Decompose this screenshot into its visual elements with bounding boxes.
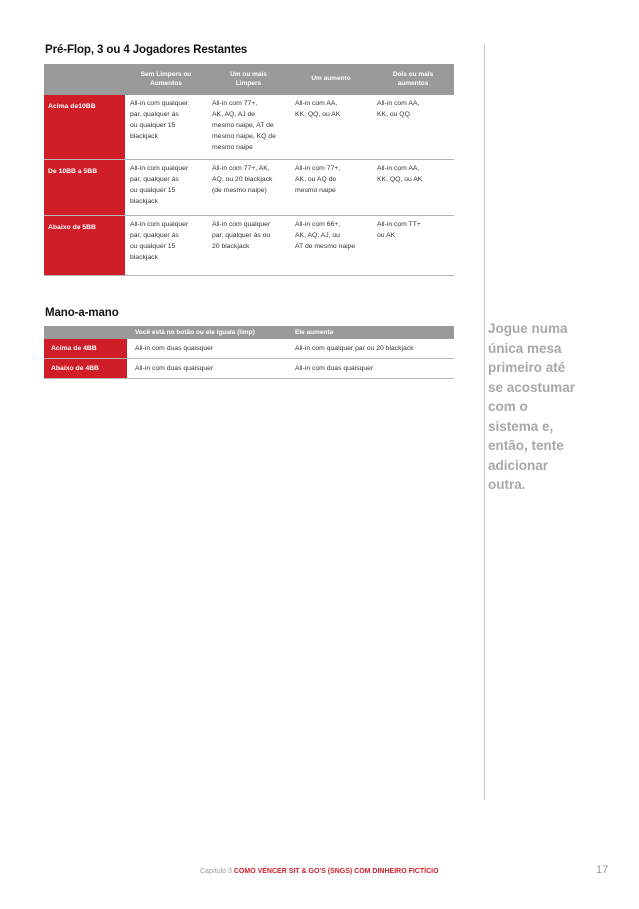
table-cell: All-in com 77+, AK, ou AQ de mesmo naipe xyxy=(295,165,341,194)
table-cell: All-in com qualquer par, qualquer ás ou qualquer 15 blackjack xyxy=(130,100,189,140)
table-header xyxy=(44,64,454,95)
section-title-heads-up: Mano-a-mano xyxy=(45,307,119,319)
footer-title: COMO VENCER SIT & GO'S (SNGS) COM DINHEIRO FICTÍCIO xyxy=(233,868,439,875)
table-row xyxy=(44,359,454,379)
table-cell: All-in com duas quaisquer xyxy=(135,345,214,352)
table-cell: All-in com AA, KK, QQ, ou AK xyxy=(295,100,341,118)
header-empty xyxy=(44,326,127,339)
row-label: De 10BB a 5BB xyxy=(44,160,125,215)
table-cell: All-in com qualquer par, qualquer ás ou qualquer 15 blackjack xyxy=(130,165,189,205)
table-row xyxy=(44,339,454,359)
table-cell: All-in com qualquer par, qualquer ás ou qualquer 15 blackjack xyxy=(130,221,189,261)
column-divider xyxy=(484,44,485,800)
table-cell: All-in com qualquer par, qualquer ás ou 20 blackjack xyxy=(212,221,271,250)
section-title-preflop: Pré-Flop, 3 ou 4 Jogadores Restantes xyxy=(45,44,248,56)
page-number: 17 xyxy=(596,864,609,876)
table-cell: All-in com AA, KK, ou QQ xyxy=(377,100,420,118)
row-label: Abaixo de 5BB xyxy=(44,216,125,275)
header-col xyxy=(372,64,454,95)
header-label: Você está no botão ou ele iguala (limp) xyxy=(135,329,255,336)
header-empty xyxy=(44,64,125,95)
table-cell: All-in com AA, KK, QQ, ou AK xyxy=(377,165,423,183)
header-label: Um aumento xyxy=(311,75,351,83)
row-label: Acima de 4BB xyxy=(44,339,127,358)
table-cell: All-in com TT+ ou AK xyxy=(377,221,421,239)
page-footer xyxy=(200,868,439,875)
table-row xyxy=(44,95,454,160)
sidebar-quote: Jogue numa única mesa primeiro até se acostumar com o sistema e, então, tente adicionar outra. xyxy=(488,321,576,492)
footer-chapter: Capítulo 3 xyxy=(200,868,234,875)
header-col xyxy=(207,64,290,95)
header-label: Dois ou mais aumentos xyxy=(392,70,434,87)
header-label: Sem Limpers ou Aumentos xyxy=(140,70,192,87)
row-label: Acima de10BB xyxy=(44,95,125,159)
table-row xyxy=(44,160,454,216)
table-row xyxy=(44,216,454,276)
header-label: Um ou mais Limpers xyxy=(230,70,267,87)
table-cell: All-in com qualquer par ou 20 blackjack xyxy=(295,345,414,352)
table-cell: All-in com duas quaisquer xyxy=(135,365,214,372)
table-header xyxy=(44,326,454,339)
header-col xyxy=(290,64,372,95)
table-cell: All-in com 77+, AK, AQ, AJ de mesmo naipe, AT de mesmo naipe, KQ de mesmo naipe xyxy=(212,100,276,151)
table-cell: All-in com 66+, AK, AQ, AJ, ou AT de mesmo naipe xyxy=(295,221,356,250)
preflop-table xyxy=(44,64,454,276)
table-cell: All-in com 77+, AK, AQ, ou 20 blackjack (de mesmo naipe) xyxy=(212,165,273,194)
row-label: Abaixo de 4BB xyxy=(44,359,127,378)
header-label: Ele aumenta xyxy=(295,329,334,336)
header-col xyxy=(125,64,207,95)
heads-up-table xyxy=(44,326,454,379)
table-cell: All-in com duas quaisquer xyxy=(295,365,374,372)
